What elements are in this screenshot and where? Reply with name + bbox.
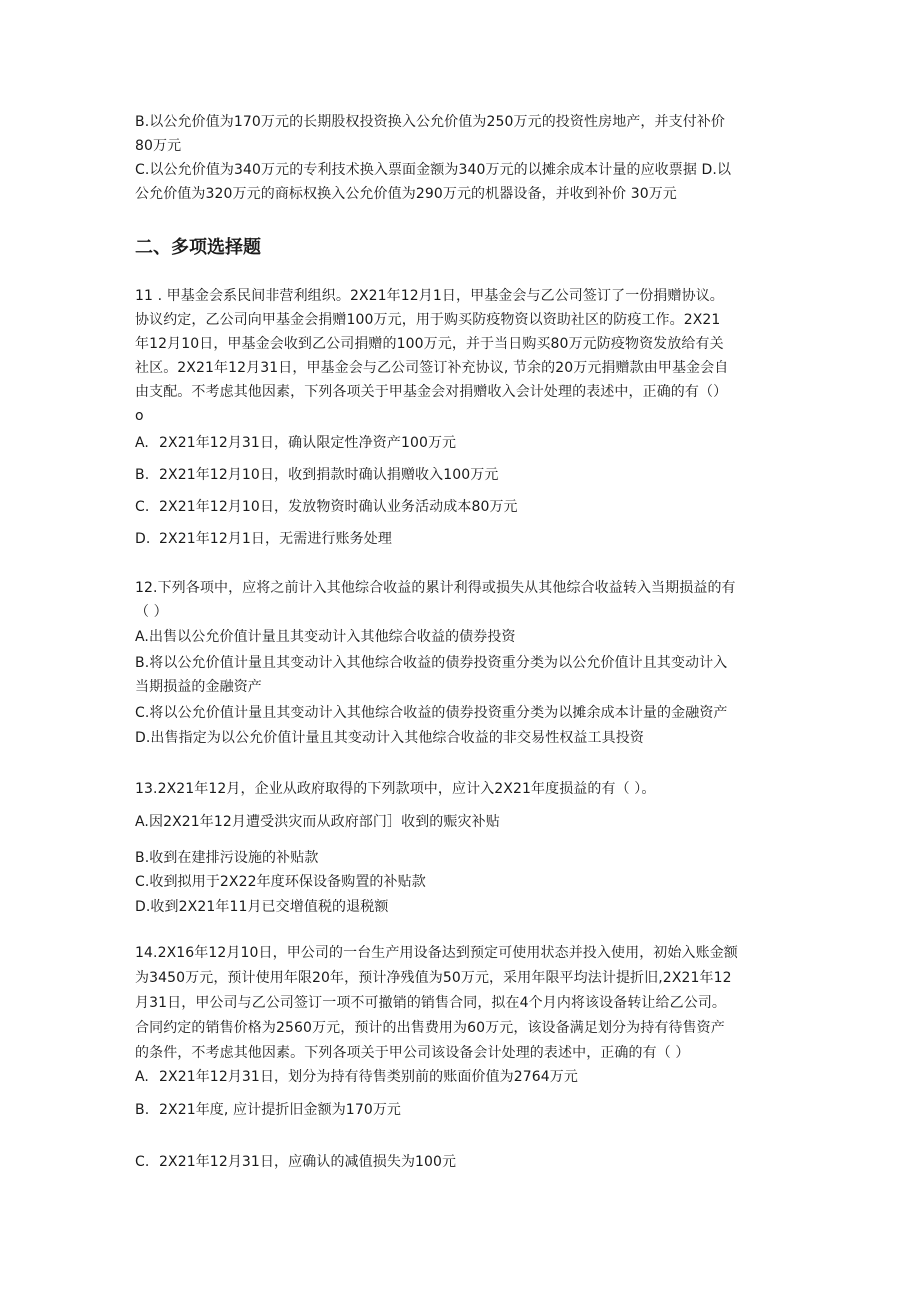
option-text: 2X21年12月10日，收到捐款时确认捐赠收入100万元: [159, 467, 499, 483]
q14-stem-line: 14.2X16年12月10日，甲公司的一台生产用设备达到预定可使用状态并投入使用，初始入账金额: [135, 945, 738, 961]
option-letter: C.: [135, 1154, 150, 1170]
q10-option-b-line1: B.以公允价值为170万元的长期股权投资换入公允价值为250万元的投资性房地产，并支付补价: [135, 114, 725, 130]
q10-option-b-line2: 80万元: [135, 138, 182, 154]
option-text: 2X21年12月1日，无需进行账务处理: [159, 531, 392, 547]
option-letter: A.: [135, 1069, 149, 1085]
q12-stem-line: （ ）: [135, 604, 168, 620]
q12-option: B.将以公允价值计量且其变动计入其他综合收益的债券投资重分类为以公允价值计且其变动计入: [135, 655, 728, 671]
option-letter: B.: [135, 467, 150, 483]
q14-stem-line: 合同约定的销售价格为2560万元，预计的出售费用为60万元，该设备满足划分为持有待售资产: [135, 1020, 725, 1036]
q11-option-b: [135, 466, 498, 484]
q10-option-c-line1: C.以公允价值为340万元的专利技术换入票面金额为340万元的以摊余成本计量的应收票据 D.以: [135, 162, 732, 178]
q11-stem-line: 11 . 甲基金会系民间非营利组织。2X21年12月1日，甲基金会与乙公司签订了一份捐赠协议。: [135, 288, 724, 304]
q13-option: A.因2X21年12月遭受洪灾而从政府部门］收到的赈灾补贴: [135, 814, 500, 830]
q14-option-b: [135, 1101, 401, 1119]
option-text: 2X21年12月10日，发放物资时确认业务活动成本80万元: [159, 499, 518, 515]
q14-stem-line: 为3450万元，预计使用年限20年，预计净残值为50万元，采用年限平均法计提折旧,2X21年12: [135, 970, 732, 986]
option-letter: D.: [135, 531, 151, 547]
q12-option: C.将以公允价值计量且其变动计入其他综合收益的债券投资重分类为以摊余成本计量的金融资产: [135, 705, 728, 721]
q13-option: D.收到2X21年11月已交增值税的退税额: [135, 899, 389, 915]
q12-option: 当期损益的金融资产: [135, 679, 262, 695]
q13-stem: 13.2X21年12月，企业从政府取得的下列款项中，应计入2X21年度损益的有（ ）。: [135, 781, 656, 797]
option-letter: A.: [135, 435, 149, 451]
option-text: 2X21年度, 应计提折旧金额为170万元: [159, 1102, 402, 1118]
q11-stem-line: 协议约定，乙公司向甲基金会捐赠100万元，用于购买防疫物资以资助社区的防疫工作。2X21: [135, 312, 721, 328]
option-letter: C.: [135, 499, 150, 515]
q12-option: D.出售指定为以公允价值计量且其变动计入其他综合收益的非交易性权益工具投资: [135, 730, 644, 746]
q11-stem-line: 由支配。不考虑其他因素，下列各项关于甲基金会对捐赠收入会计处理的表述中，正确的有（）: [135, 384, 728, 400]
q11-stem-line: o: [135, 408, 144, 424]
q14-stem-line: 月31日，甲公司与乙公司签订一项不可撤销的销售合同，拟在4个月内将该设备转让给乙公司。: [135, 995, 727, 1011]
q14-option-a: [135, 1068, 578, 1086]
option-letter: B.: [135, 1102, 150, 1118]
q14-stem-line: 的条件，不考虑其他因素。下列各项关于甲公司该设备会计处理的表述中，正确的有（ ）: [135, 1045, 690, 1061]
q13-option: B.收到在建排污设施的补贴款: [135, 850, 319, 866]
q11-option-d: [135, 530, 392, 548]
q11-stem-line: 年12月10日，甲基金会收到乙公司捐赠的100万元，并于当日购买80万元防疫物资发放给有关: [135, 336, 724, 352]
q13-option: C.收到拟用于2X22年度环保设备购置的补贴款: [135, 874, 426, 890]
q10-option-c-line2: 公允价值为320万元的商标权换入公允价值为290万元的机器设备，并收到补价 30万元: [135, 186, 677, 202]
option-text: 2X21年12月31日，划分为持有待售类别前的账面价值为2764万元: [159, 1069, 578, 1085]
q11-option-a: [135, 434, 456, 452]
option-text: 2X21年12月31日，确认限定性净资产100万元: [159, 435, 457, 451]
q14-option-c: [135, 1153, 456, 1171]
option-text: 2X21年12月31日，应确认的减值损失为100元: [159, 1154, 457, 1170]
q11-stem-line: 社区。2X21年12月31日，甲基金会与乙公司签订补充协议, 节余的20万元捐赠款由甲基金会自: [135, 360, 729, 376]
section-heading: 二、多项选择题: [135, 237, 261, 258]
q11-option-c: [135, 498, 518, 516]
q12-option: A.出售以公允价值计量且其变动计入其他综合收益的债券投资: [135, 629, 516, 645]
q12-stem-line: 12.下列各项中，应将之前计入其他综合收益的累计利得或损失从其他综合收益转入当期损益的有: [135, 580, 736, 596]
